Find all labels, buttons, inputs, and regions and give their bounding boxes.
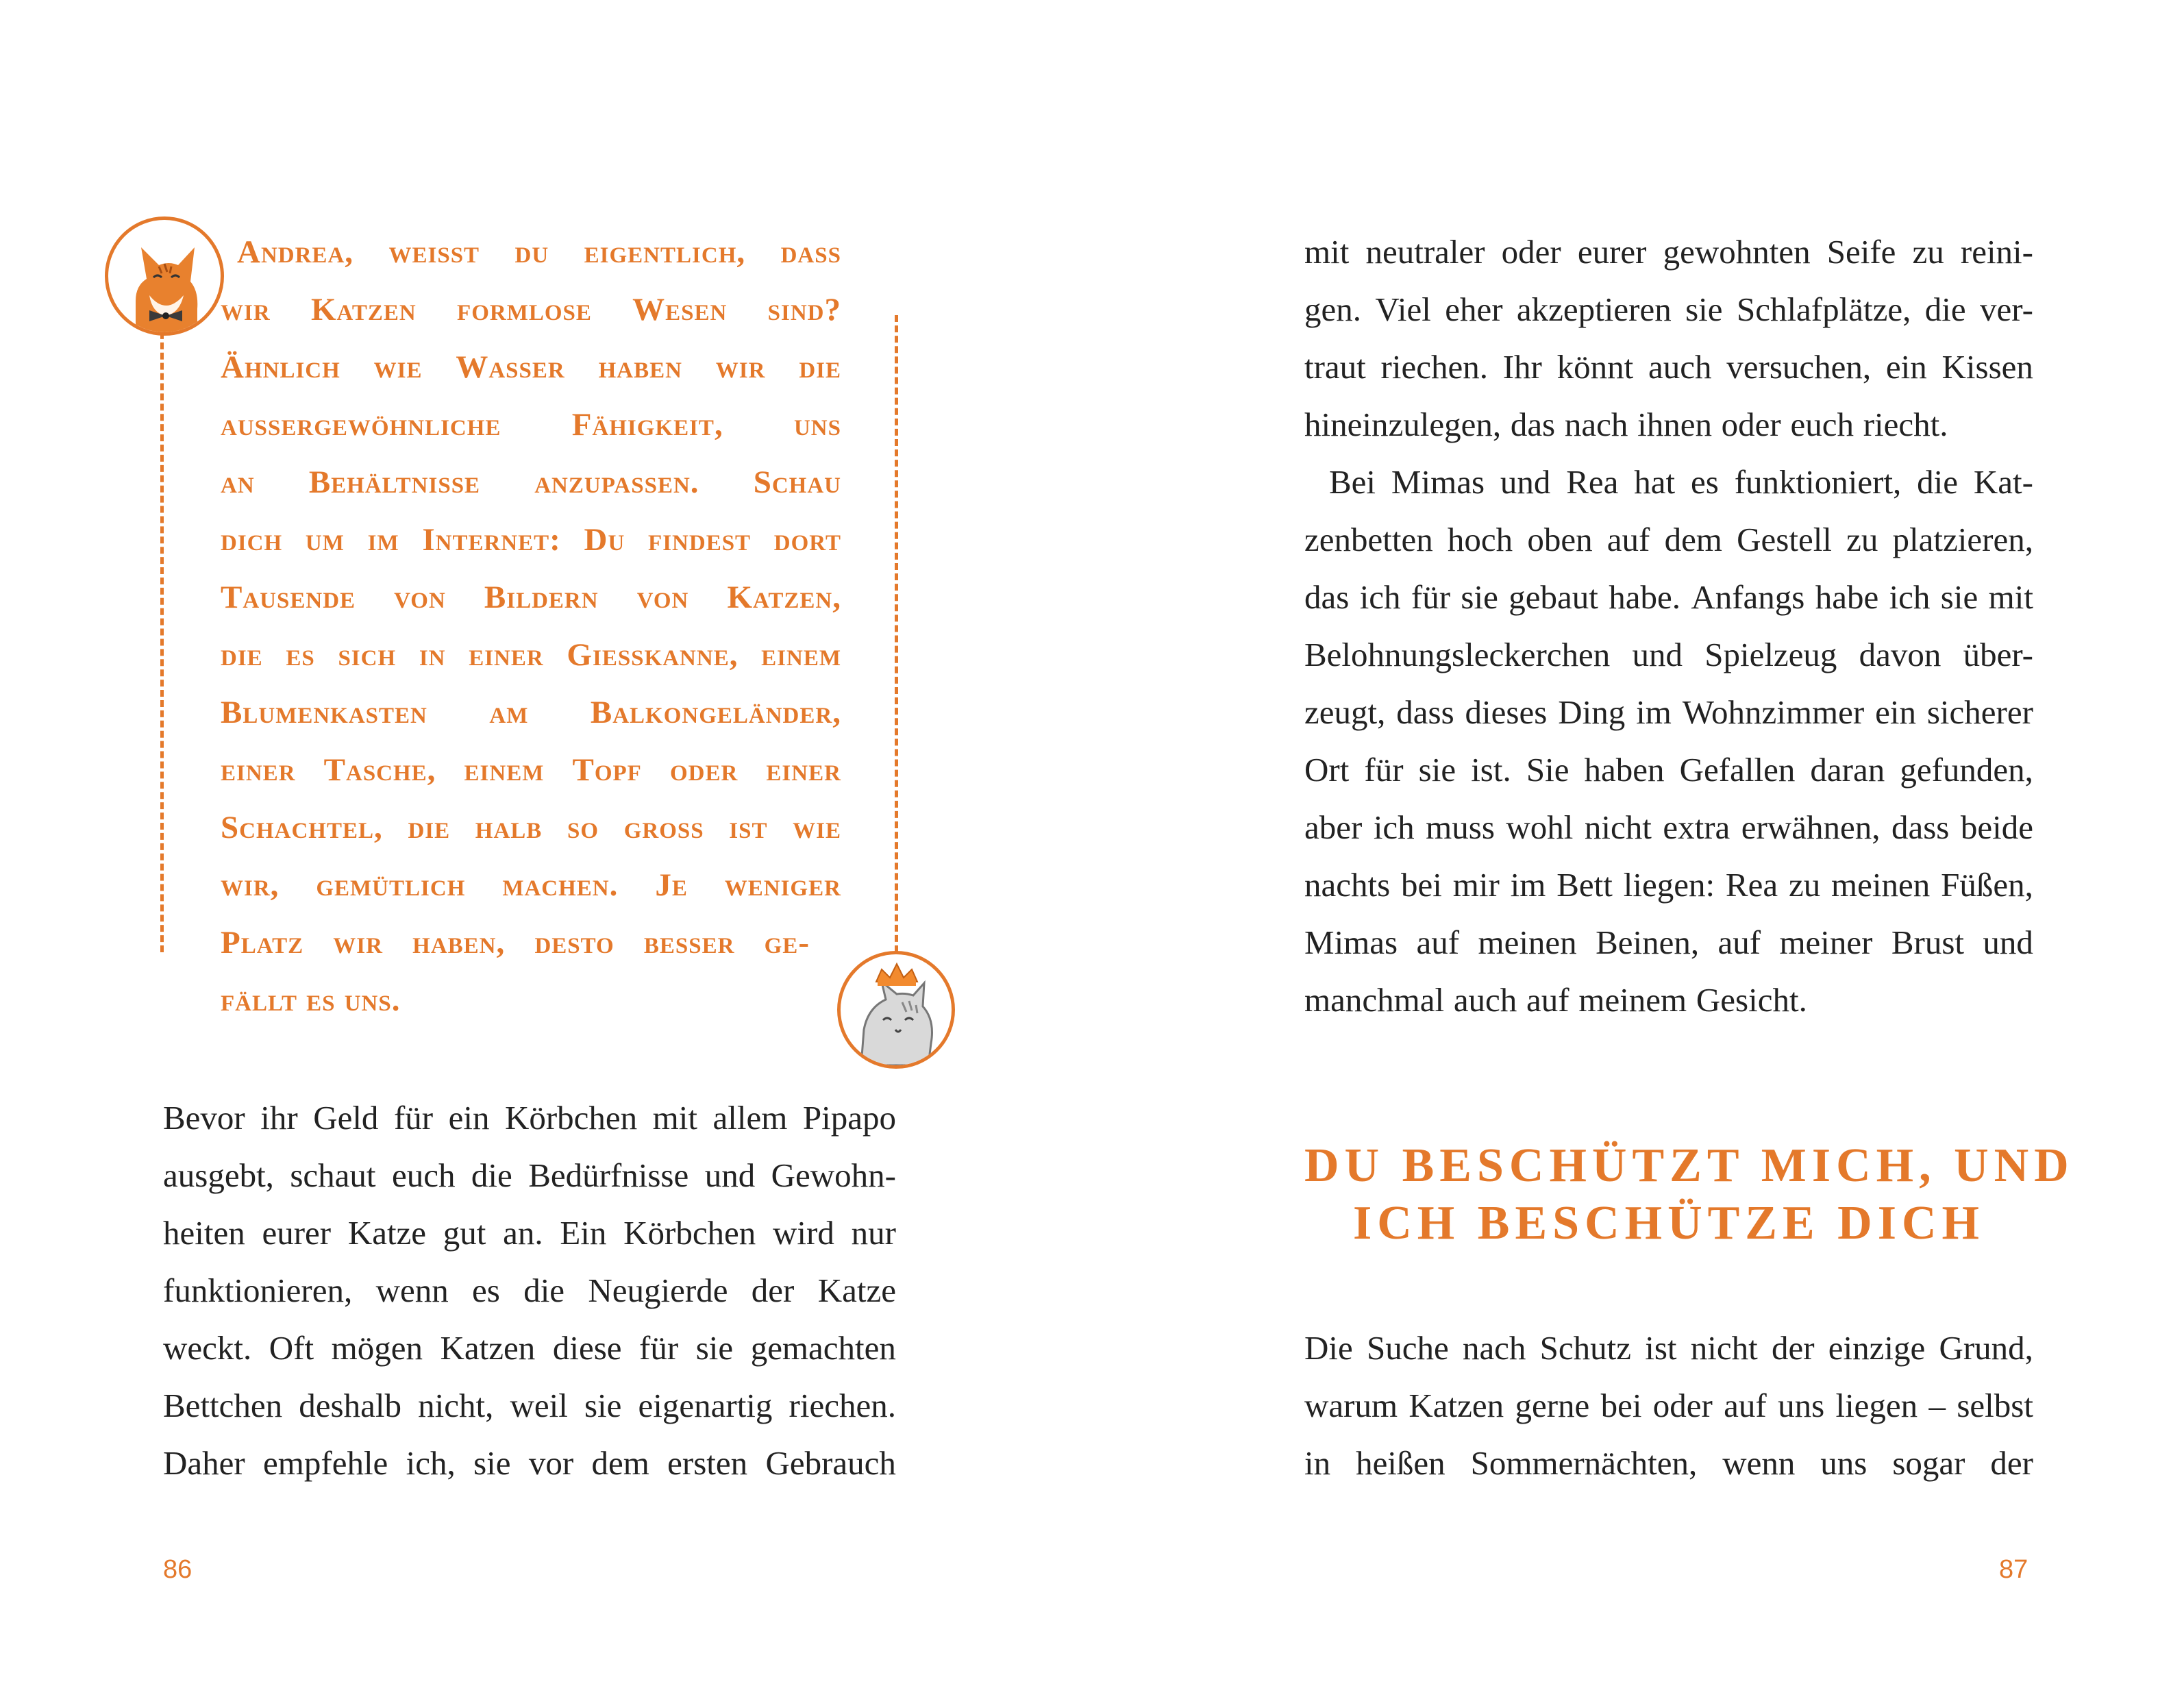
page-number-left: 86 xyxy=(163,1555,193,1584)
body-line: Ort für sie ist. Sie haben Gefallen daran gefunden, xyxy=(1304,751,2033,789)
body-line: in heißen Sommernächten, wenn uns sogar der xyxy=(1304,1444,2033,1482)
body-line: warum Katzen gerne bei oder auf uns liegen – selbst xyxy=(1304,1387,2033,1424)
body-line: zenbetten hoch oben auf dem Gestell zu platzieren, xyxy=(1304,521,2033,558)
body-line: ausgebt, schaut euch die Bedürfnisse und Gewohn- xyxy=(163,1156,896,1194)
heading-line: ICH BESCHÜTZE DICH xyxy=(1353,1197,1985,1250)
body-line: Belohnungsleckerchen und Spielzeug davon über- xyxy=(1304,636,2033,673)
heading-line: DU BESCHÜTZT MICH, UND xyxy=(1304,1139,2074,1192)
body-line: Bevor ihr Geld für ein Körbchen mit allem Pipapo xyxy=(163,1099,896,1137)
body-line: Mimas auf meinen Beinen, auf meiner Brust und xyxy=(1304,923,2033,961)
section-heading xyxy=(1304,1137,2074,1252)
body-line: gen. Viel eher akzeptieren sie Schlafplätze, die ver- xyxy=(1304,290,2033,328)
body-line: Die Suche nach Schutz ist nicht der einzige Grund, xyxy=(1304,1329,2033,1367)
body-line: Bei Mimas und Rea hat es funktioniert, die Kat- xyxy=(1329,463,2033,501)
body-line: das ich für sie gebaut habe. Anfangs habe ich sie mit xyxy=(1304,578,2033,616)
quote-line: Ähnlich wie Wasser haben wir die xyxy=(221,349,841,385)
grey-cat-crown-icon xyxy=(837,951,955,1069)
body-line: funktionieren, wenn es die Neugierde der Katze xyxy=(163,1272,896,1309)
body-line: Bettchen deshalb nicht, weil sie eigenartig riechen. xyxy=(163,1387,896,1424)
quote-line: dich um im Internet: Du findest dort xyxy=(221,522,841,558)
quote-line: Blumenkasten am Balkongeländer, xyxy=(221,695,841,730)
quote-line: wir Katzen formlose Wesen sind? xyxy=(221,292,841,327)
body-line: mit neutraler oder eurer gewohnten Seife zu reini- xyxy=(1304,233,2033,271)
body-line: manchmal auch auf meinem Gesicht. xyxy=(1304,981,1807,1019)
quote-line: Schachtel, die halb so gross ist wie xyxy=(221,810,841,845)
quote-line: an Behältnisse anzupassen. Schau xyxy=(221,464,841,500)
body-line: hineinzulegen, das nach ihnen oder euch riecht. xyxy=(1304,406,1948,443)
page-number-right: 87 xyxy=(1999,1555,2028,1584)
quote-line: die es sich in einer Giesskanne, einem xyxy=(221,637,841,673)
right-page xyxy=(1092,0,2184,1699)
quote-line: Platz wir haben, desto besser ge- xyxy=(221,925,810,960)
quote-line: Tausende von Bildern von Katzen, xyxy=(221,580,841,615)
quote-line: aussergewöhnliche Fähigkeit, uns xyxy=(221,407,841,443)
body-line: nachts bei mir im Bett liegen: Rea zu meinen Füßen, xyxy=(1304,866,2033,904)
body-line: traut riechen. Ihr könnt auch versuchen, ein Kissen xyxy=(1304,348,2033,386)
quote-frame-left-dash xyxy=(160,322,164,952)
orange-cat-bowtie-icon xyxy=(105,216,224,336)
body-line: Daher empfehle ich, sie vor dem ersten Gebrauch xyxy=(163,1444,896,1482)
body-line: heiten eurer Katze gut an. Ein Körbchen wird nur xyxy=(163,1214,896,1252)
quote-line: einer Tasche, einem Topf oder einer xyxy=(221,752,841,788)
body-line: weckt. Oft mögen Katzen diese für sie gemachten xyxy=(163,1329,896,1367)
quote-line: wir, gemütlich machen. Je weniger xyxy=(221,867,841,903)
quote-frame-right-dash xyxy=(895,315,898,952)
body-line: aber ich muss wohl nicht extra erwähnen, dass beide xyxy=(1304,808,2033,846)
quote-line: Andrea, weisst du eigentlich, dass xyxy=(237,234,841,270)
quote-line: fällt es uns. xyxy=(221,982,401,1018)
body-line: zeugt, dass dieses Ding im Wohnzimmer ein sicherer xyxy=(1304,693,2033,731)
